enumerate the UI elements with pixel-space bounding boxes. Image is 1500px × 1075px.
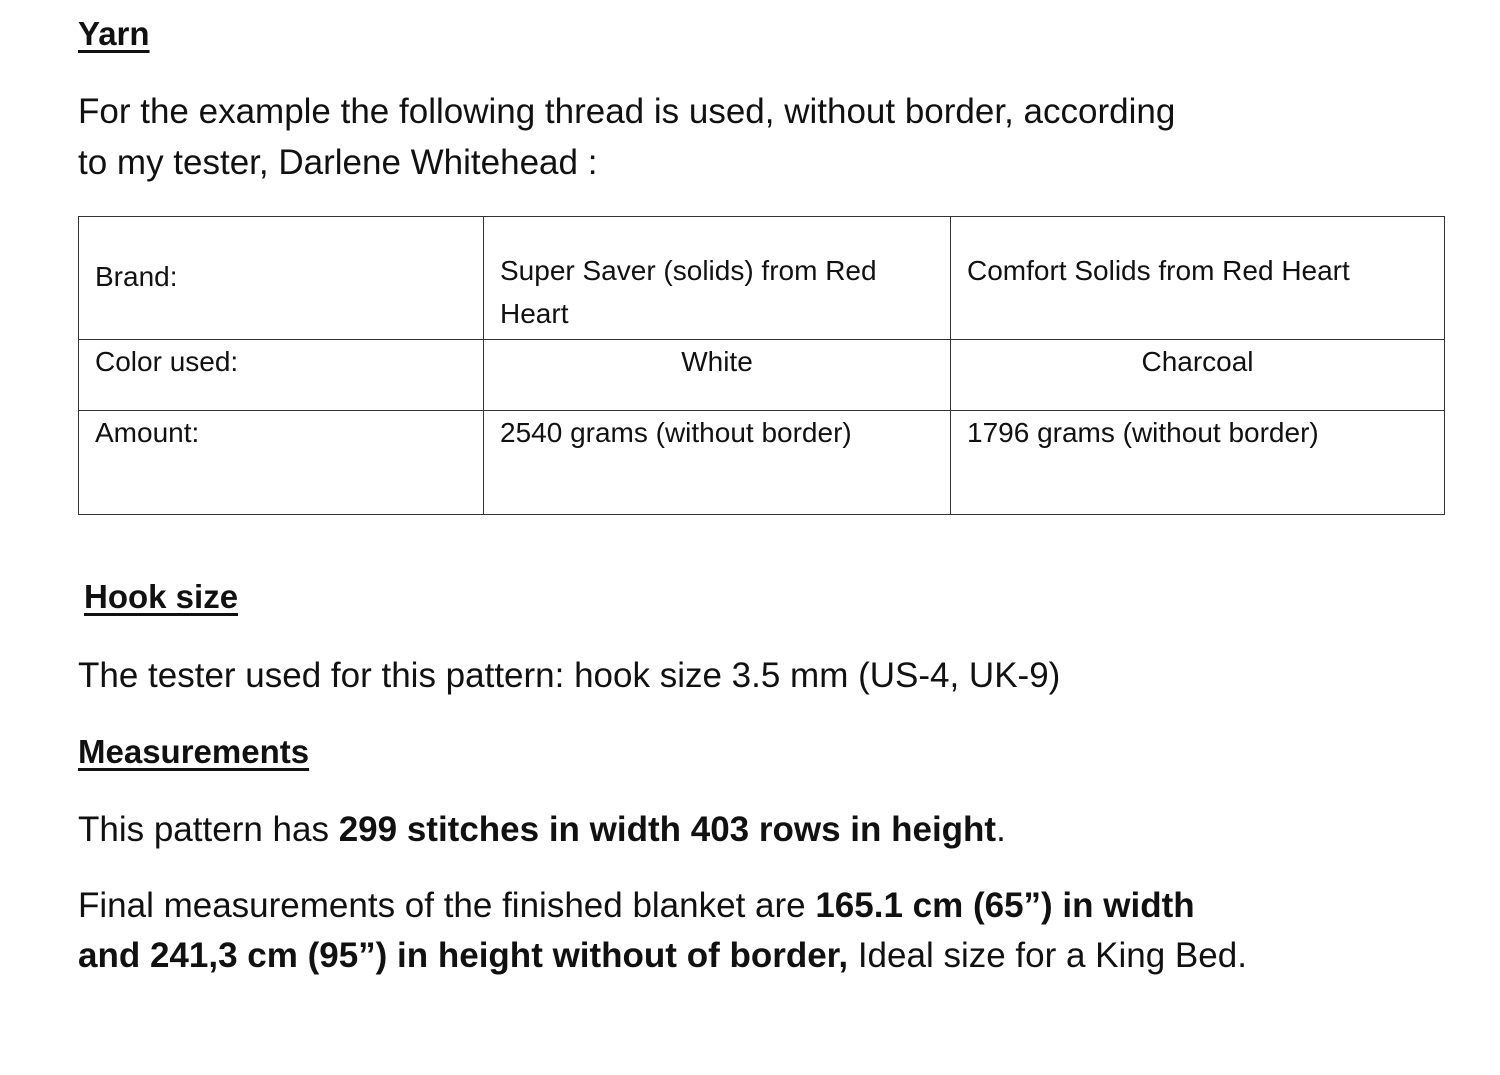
final-bold-height: and 241,3 cm (95”) in height without of border,	[78, 936, 849, 975]
table-row-color	[79, 340, 1445, 411]
stitches-suffix: .	[996, 810, 1006, 849]
yarn-intro-line-1: For the example the following thread is used, without border, according	[78, 92, 1176, 131]
color-value-cell-1: White	[484, 340, 951, 411]
color-value-cell-2: Charcoal	[951, 340, 1445, 411]
hook-size-heading: Hook size	[84, 578, 239, 615]
stitches-prefix: This pattern has	[78, 810, 339, 849]
final-suffix: Ideal size for a King Bed.	[848, 936, 1247, 975]
yarn-intro-paragraph	[78, 86, 1175, 188]
amount-value-cell-1: 2540 grams (without border)	[484, 411, 951, 515]
hook-size-paragraph: The tester used for this pattern: hook size 3.5 mm (US-4, UK-9)	[78, 656, 1061, 695]
stitches-paragraph	[78, 804, 1006, 855]
measurements-heading: Measurements	[78, 733, 310, 770]
table-row-amount	[79, 411, 1445, 515]
brand-label-cell: Brand:	[79, 217, 484, 340]
brand-value-cell-1: Super Saver (solids) from Red Heart	[484, 217, 951, 340]
final-measurements-paragraph	[78, 881, 1247, 981]
amount-value-cell-2: 1796 grams (without border)	[951, 411, 1445, 515]
yarn-heading: Yarn	[78, 15, 150, 52]
stitches-bold: 299 stitches in width 403 rows in height	[338, 810, 997, 849]
table-row-brand	[79, 217, 1445, 340]
yarn-table	[78, 216, 1445, 515]
final-prefix: Final measurements of the finished blanket are	[78, 886, 816, 925]
color-label-cell: Color used:	[79, 340, 484, 411]
yarn-intro-line-2: to my tester, Darlene Whitehead :	[78, 143, 598, 182]
brand-value-cell-2: Comfort Solids from Red Heart	[951, 217, 1445, 340]
amount-label-cell: Amount:	[79, 411, 484, 515]
final-bold-width: 165.1 cm (65”) in width	[815, 886, 1195, 925]
